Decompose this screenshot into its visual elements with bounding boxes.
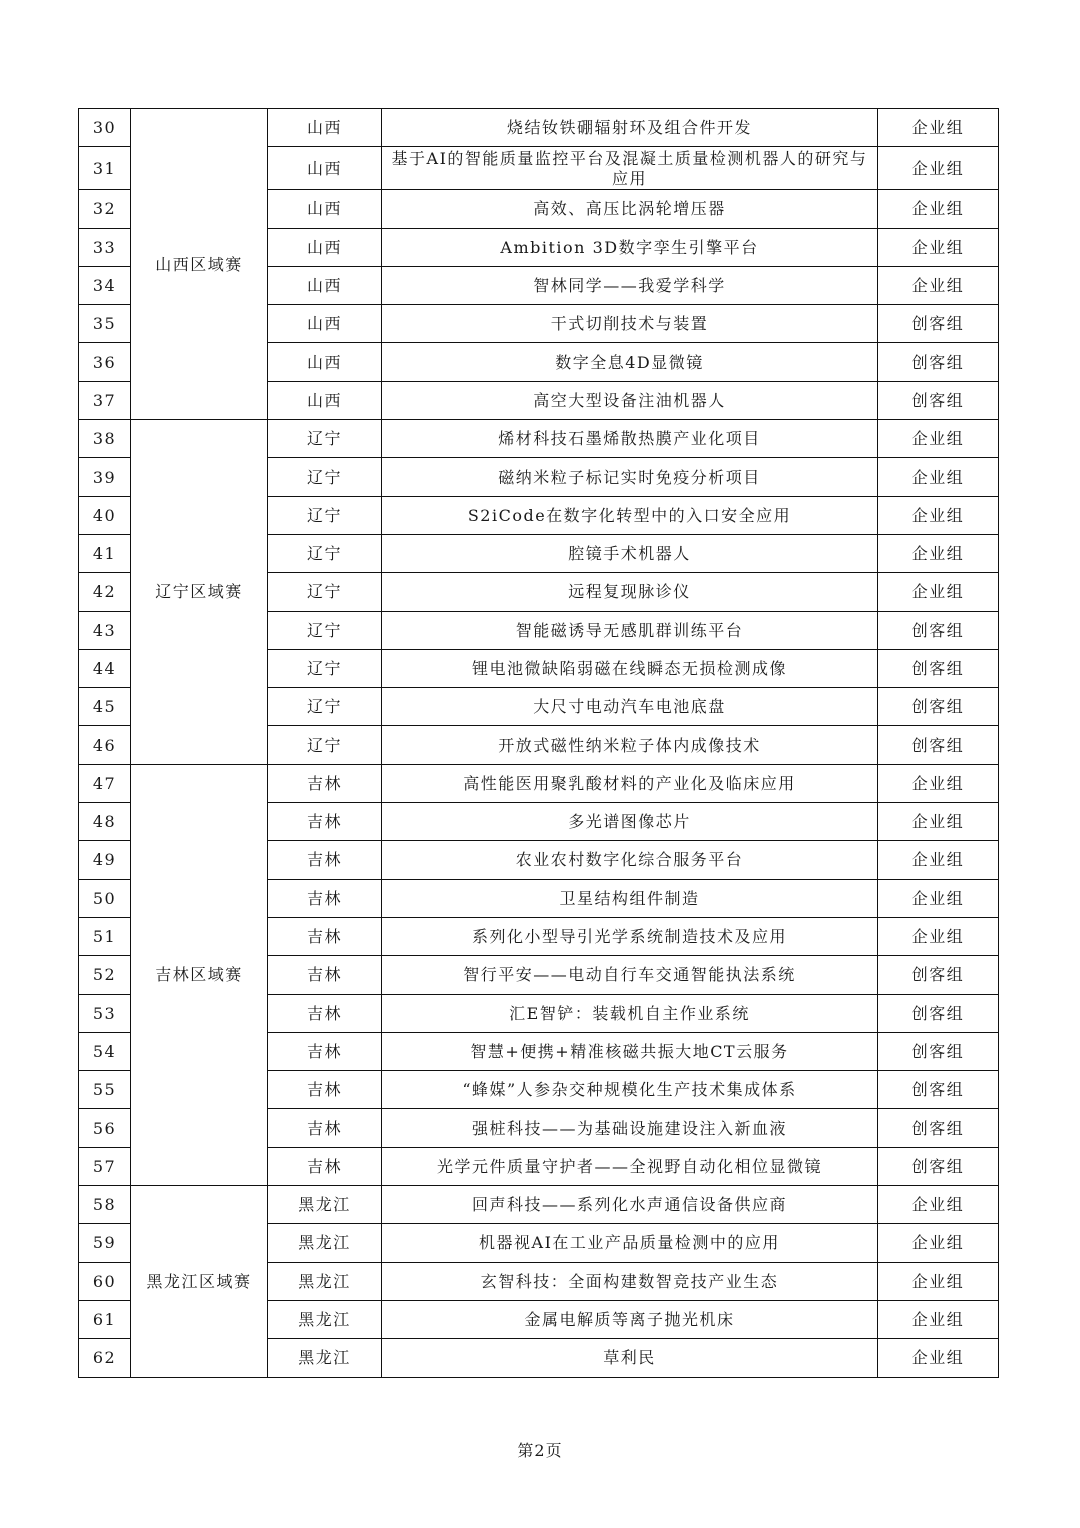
- group-type-cell: 企业组: [878, 1262, 999, 1300]
- group-type-cell: 企业组: [878, 458, 999, 496]
- region-cell: 山西区域赛: [131, 109, 268, 420]
- group-type-cell: 创客组: [878, 1032, 999, 1070]
- project-name-cell: 数字全息4D显微镜: [382, 343, 878, 381]
- row-number-cell: 52: [79, 956, 131, 994]
- group-type-cell: 企业组: [878, 573, 999, 611]
- province-cell: 吉林: [268, 994, 382, 1032]
- province-cell: 吉林: [268, 917, 382, 955]
- table-row: [79, 764, 999, 802]
- group-type-cell: 企业组: [878, 879, 999, 917]
- group-type-cell: 企业组: [878, 1300, 999, 1338]
- table-row: [79, 1186, 999, 1224]
- project-name-cell: 汇E智铲：装载机自主作业系统: [382, 994, 878, 1032]
- province-cell: 黑龙江: [268, 1262, 382, 1300]
- group-type-cell: 企业组: [878, 266, 999, 304]
- project-name-cell: 多光谱图像芯片: [382, 803, 878, 841]
- project-name-cell: 农业农村数字化综合服务平台: [382, 841, 878, 879]
- project-name-cell: 智慧+便携+精准核磁共振大地CT云服务: [382, 1032, 878, 1070]
- group-type-cell: 企业组: [878, 841, 999, 879]
- project-name-cell: 智行平安——电动自行车交通智能执法系统: [382, 956, 878, 994]
- province-cell: 辽宁: [268, 611, 382, 649]
- group-type-cell: 创客组: [878, 611, 999, 649]
- province-cell: 吉林: [268, 764, 382, 802]
- project-name-cell: 烧结钕铁硼辐射环及组合件开发: [382, 109, 878, 147]
- project-name-cell: 玄智科技：全面构建数智竞技产业生态: [382, 1262, 878, 1300]
- row-number-cell: 40: [79, 496, 131, 534]
- project-name-cell: 锂电池微缺陷弱磁在线瞬态无损检测成像: [382, 649, 878, 687]
- project-name-cell: 基于AI的智能质量监控平台及混凝土质量检测机器人的研究与应用: [382, 147, 878, 190]
- province-cell: 吉林: [268, 879, 382, 917]
- project-name-cell: 高效、高压比涡轮增压器: [382, 190, 878, 228]
- row-number-cell: 33: [79, 228, 131, 266]
- row-number-cell: 56: [79, 1109, 131, 1147]
- row-number-cell: 48: [79, 803, 131, 841]
- group-type-cell: 创客组: [878, 726, 999, 764]
- province-cell: 山西: [268, 305, 382, 343]
- row-number-cell: 50: [79, 879, 131, 917]
- row-number-cell: 62: [79, 1339, 131, 1377]
- project-name-cell: 光学元件质量守护者——全视野自动化相位显微镜: [382, 1147, 878, 1185]
- project-name-cell: Ambition 3D数字孪生引擎平台: [382, 228, 878, 266]
- project-name-cell: 强桩科技——为基础设施建设注入新血液: [382, 1109, 878, 1147]
- row-number-cell: 38: [79, 420, 131, 458]
- row-number-cell: 61: [79, 1300, 131, 1338]
- project-name-cell: 卫星结构组件制造: [382, 879, 878, 917]
- group-type-cell: 企业组: [878, 803, 999, 841]
- province-cell: 吉林: [268, 956, 382, 994]
- group-type-cell: 创客组: [878, 1071, 999, 1109]
- province-cell: 黑龙江: [268, 1224, 382, 1262]
- province-cell: 吉林: [268, 803, 382, 841]
- province-cell: 辽宁: [268, 534, 382, 572]
- row-number-cell: 49: [79, 841, 131, 879]
- row-number-cell: 57: [79, 1147, 131, 1185]
- province-cell: 辽宁: [268, 688, 382, 726]
- row-number-cell: 36: [79, 343, 131, 381]
- group-type-cell: 企业组: [878, 147, 999, 190]
- row-number-cell: 47: [79, 764, 131, 802]
- group-type-cell: 创客组: [878, 1147, 999, 1185]
- group-type-cell: 创客组: [878, 688, 999, 726]
- group-type-cell: 企业组: [878, 228, 999, 266]
- project-name-cell: 智林同学——我爱学科学: [382, 266, 878, 304]
- row-number-cell: 35: [79, 305, 131, 343]
- province-cell: 黑龙江: [268, 1300, 382, 1338]
- region-cell: 吉林区域赛: [131, 764, 268, 1185]
- province-cell: 黑龙江: [268, 1339, 382, 1377]
- project-name-cell: 高性能医用聚乳酸材料的产业化及临床应用: [382, 764, 878, 802]
- province-cell: 山西: [268, 266, 382, 304]
- group-type-cell: 企业组: [878, 1224, 999, 1262]
- project-name-cell: 智能磁诱导无感肌群训练平台: [382, 611, 878, 649]
- project-name-cell: 高空大型设备注油机器人: [382, 381, 878, 419]
- group-type-cell: 企业组: [878, 534, 999, 572]
- row-number-cell: 41: [79, 534, 131, 572]
- province-cell: 吉林: [268, 1071, 382, 1109]
- province-cell: 山西: [268, 381, 382, 419]
- group-type-cell: 创客组: [878, 994, 999, 1032]
- row-number-cell: 42: [79, 573, 131, 611]
- table-row: [79, 420, 999, 458]
- group-type-cell: 企业组: [878, 764, 999, 802]
- page-number: 第2页: [517, 1441, 563, 1460]
- group-type-cell: 企业组: [878, 420, 999, 458]
- project-name-cell: 大尺寸电动汽车电池底盘: [382, 688, 878, 726]
- row-number-cell: 54: [79, 1032, 131, 1070]
- project-name-cell: S2iCode在数字化转型中的入口安全应用: [382, 496, 878, 534]
- province-cell: 辽宁: [268, 496, 382, 534]
- row-number-cell: 58: [79, 1186, 131, 1224]
- group-type-cell: 企业组: [878, 1186, 999, 1224]
- project-name-cell: 磁纳米粒子标记实时免疫分析项目: [382, 458, 878, 496]
- project-name-cell: “蜂媒”人参杂交种规模化生产技术集成体系: [382, 1071, 878, 1109]
- province-cell: 吉林: [268, 1109, 382, 1147]
- province-cell: 辽宁: [268, 420, 382, 458]
- row-number-cell: 39: [79, 458, 131, 496]
- group-type-cell: 创客组: [878, 305, 999, 343]
- group-type-cell: 创客组: [878, 381, 999, 419]
- project-name-cell: 干式切削技术与装置: [382, 305, 878, 343]
- province-cell: 辽宁: [268, 726, 382, 764]
- row-number-cell: 30: [79, 109, 131, 147]
- project-name-cell: 系列化小型导引光学系统制造技术及应用: [382, 917, 878, 955]
- project-name-cell: 回声科技——系列化水声通信设备供应商: [382, 1186, 878, 1224]
- province-cell: 山西: [268, 228, 382, 266]
- row-number-cell: 55: [79, 1071, 131, 1109]
- project-name-cell: 草利民: [382, 1339, 878, 1377]
- row-number-cell: 32: [79, 190, 131, 228]
- group-type-cell: 企业组: [878, 496, 999, 534]
- row-number-cell: 44: [79, 649, 131, 687]
- row-number-cell: 43: [79, 611, 131, 649]
- project-name-cell: 烯材科技石墨烯散热膜产业化项目: [382, 420, 878, 458]
- project-table: [78, 108, 999, 1378]
- project-name-cell: 腔镜手术机器人: [382, 534, 878, 572]
- group-type-cell: 创客组: [878, 956, 999, 994]
- province-cell: 辽宁: [268, 649, 382, 687]
- province-cell: 吉林: [268, 841, 382, 879]
- province-cell: 吉林: [268, 1147, 382, 1185]
- group-type-cell: 企业组: [878, 1339, 999, 1377]
- project-name-cell: 开放式磁性纳米粒子体内成像技术: [382, 726, 878, 764]
- row-number-cell: 53: [79, 994, 131, 1032]
- province-cell: 辽宁: [268, 458, 382, 496]
- table-row: [79, 109, 999, 147]
- province-cell: 山西: [268, 190, 382, 228]
- row-number-cell: 45: [79, 688, 131, 726]
- row-number-cell: 31: [79, 147, 131, 190]
- project-name-cell: 机器视AI在工业产品质量检测中的应用: [382, 1224, 878, 1262]
- row-number-cell: 51: [79, 917, 131, 955]
- province-cell: 山西: [268, 343, 382, 381]
- row-number-cell: 46: [79, 726, 131, 764]
- group-type-cell: 企业组: [878, 109, 999, 147]
- group-type-cell: 创客组: [878, 649, 999, 687]
- region-cell: 辽宁区域赛: [131, 420, 268, 765]
- row-number-cell: 59: [79, 1224, 131, 1262]
- group-type-cell: 企业组: [878, 917, 999, 955]
- row-number-cell: 60: [79, 1262, 131, 1300]
- project-name-cell: 远程复现脉诊仪: [382, 573, 878, 611]
- group-type-cell: 创客组: [878, 1109, 999, 1147]
- row-number-cell: 37: [79, 381, 131, 419]
- row-number-cell: 34: [79, 266, 131, 304]
- group-type-cell: 创客组: [878, 343, 999, 381]
- group-type-cell: 企业组: [878, 190, 999, 228]
- project-name-cell: 金属电解质等离子抛光机床: [382, 1300, 878, 1338]
- region-cell: 黑龙江区域赛: [131, 1186, 268, 1377]
- province-cell: 黑龙江: [268, 1186, 382, 1224]
- province-cell: 山西: [268, 147, 382, 190]
- province-cell: 辽宁: [268, 573, 382, 611]
- province-cell: 山西: [268, 109, 382, 147]
- province-cell: 吉林: [268, 1032, 382, 1070]
